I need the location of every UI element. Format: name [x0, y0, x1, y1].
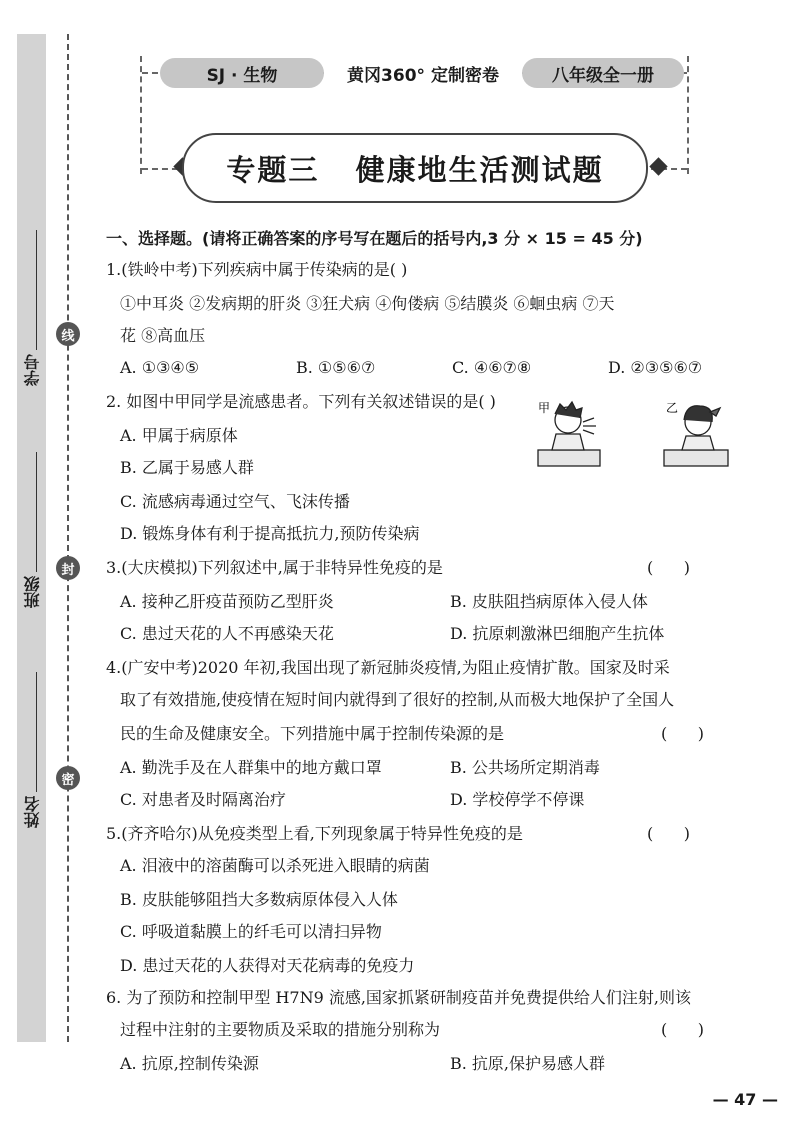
fig-label-yi: 乙 [666, 401, 679, 415]
q2-option-b[interactable]: B. 乙属于易感人群 [120, 458, 254, 477]
q1-option-d[interactable]: D. ②③⑤⑥⑦ [608, 358, 703, 377]
seal-feng: 封 [56, 556, 80, 580]
q3-option-b[interactable]: B. 皮肤阻挡病原体入侵人体 [450, 592, 648, 611]
q4-option-c[interactable]: C. 对患者及时隔离治疗 [120, 790, 286, 809]
q5-answer-paren[interactable]: ( ) [647, 824, 690, 843]
q5-option-d[interactable]: D. 患过天花的人获得对天花病毒的免疫力 [120, 956, 415, 975]
q6-stem-line1: 6. 为了预防和控制甲型 H7N9 流感,国家抓紧研制疫苗并免费提供给人们注射,则该 [106, 988, 692, 1007]
page-number: — 47 — [712, 1090, 778, 1109]
q6-answer-paren[interactable]: ( ) [661, 1020, 704, 1039]
q1-option-b[interactable]: B. ①⑤⑥⑦ [296, 358, 376, 377]
name-field [18, 672, 46, 828]
q6-stem-line2 [120, 1018, 754, 1042]
q4-options-row1 [120, 756, 754, 780]
q1-option-c[interactable]: C. ④⑥⑦⑧ [452, 358, 532, 377]
q1-stem: 1.(铁岭中考)下列疾病中属于传染病的是( ) [106, 260, 408, 279]
grade-pill: 八年级全一册 [522, 58, 684, 88]
q3-option-c[interactable]: C. 患过天花的人不再感染天花 [120, 624, 334, 643]
q3-option-a[interactable]: A. 接种乙肝疫苗预防乙型肝炎 [120, 592, 334, 611]
class-field [18, 452, 46, 608]
student-id-blank[interactable] [36, 230, 37, 350]
student-id-label: 学号 [22, 354, 42, 386]
q4-stem-line3 [120, 722, 754, 746]
q3-stem-text: 3.(大庆模拟)下列叙述中,属于非特异性免疫的是 [106, 558, 443, 577]
q4-option-a[interactable]: A. 勤洗手及在人群集中的地方戴口罩 [120, 758, 382, 777]
q4-option-b[interactable]: B. 公共场所定期消毒 [450, 758, 600, 777]
seal-mi: 密 [56, 766, 80, 790]
page-title [182, 133, 648, 203]
q4-option-d[interactable]: D. 学校停学不停课 [450, 790, 585, 809]
name-blank[interactable] [36, 672, 37, 792]
section-heading: 一、选择题。(请将正确答案的序号写在题后的括号内,3 分 × 15 = 45 分) [106, 229, 643, 248]
q6-option-b[interactable]: B. 抗原,保护易感人群 [450, 1054, 606, 1073]
q4-stem-line2: 取了有效措施,使疫情在短时间内就得到了很好的控制,从而极大地保护了全国人 [120, 690, 675, 709]
class-blank[interactable] [36, 452, 37, 572]
q4-answer-paren[interactable]: ( ) [661, 724, 704, 743]
q2-option-a[interactable]: A. 甲属于病原体 [120, 426, 238, 445]
q2-option-c[interactable]: C. 流感病毒通过空气、飞沫传播 [120, 492, 350, 511]
q5-stem-text: 5.(齐齐哈尔)从免疫类型上看,下列现象属于特异性免疫的是 [106, 824, 523, 843]
q5-option-a[interactable]: A. 泪液中的溶菌酶可以杀死进入眼睛的病菌 [120, 856, 430, 875]
name-label: 姓名 [22, 796, 42, 828]
q3-stem [106, 556, 754, 580]
q2-figure [528, 390, 738, 470]
q6-stem-line2-text: 过程中注射的主要物质及采取的措施分别称为 [120, 1020, 441, 1039]
cut-line [67, 34, 69, 1042]
q4-options-row2 [120, 788, 754, 812]
q5-option-b[interactable]: B. 皮肤能够阻挡大多数病原体侵入人体 [120, 890, 398, 909]
fig-label-jia: 甲 [538, 401, 551, 415]
series-title: 黄冈360° 定制密卷 [324, 58, 522, 88]
q6-options-row1 [120, 1052, 754, 1076]
q1-option-a[interactable]: A. ①③④⑤ [120, 358, 200, 377]
q1-list-line2: 花 ⑧高血压 [120, 326, 206, 345]
q2-option-d[interactable]: D. 锻炼身体有利于提高抵抗力,预防传染病 [120, 524, 420, 543]
q4-stem-line3-text: 民的生命及健康安全。下列措施中属于控制传染源的是 [120, 724, 505, 743]
q2-stem: 2. 如图中甲同学是流感患者。下列有关叙述错误的是( ) [106, 392, 496, 411]
q3-option-d[interactable]: D. 抗原刺激淋巴细胞产生抗体 [450, 624, 665, 643]
q3-answer-paren[interactable]: ( ) [647, 558, 690, 577]
q1-list-line1: ①中耳炎 ②发病期的肝炎 ③狂犬病 ④佝偻病 ⑤结膜炎 ⑥蛔虫病 ⑦天 [120, 294, 615, 313]
q3-options-row1 [120, 590, 754, 614]
q6-option-a[interactable]: A. 抗原,控制传染源 [120, 1054, 259, 1073]
seal-xian: 线 [56, 322, 80, 346]
page-title-text: 专题三 健康地生活测试题 [226, 152, 604, 187]
q5-option-c[interactable]: C. 呼吸道黏膜上的纤毛可以清扫异物 [120, 922, 382, 941]
q4-stem-line1: 4.(广安中考)2020 年初,我国出现了新冠肺炎疫情,为阻止疫情扩散。国家及时采 [106, 658, 670, 677]
q3-options-row2 [120, 622, 754, 646]
student-id-field [18, 230, 46, 386]
class-label: 班级 [22, 576, 42, 608]
subject-pill: SJ · 生物 [160, 58, 324, 88]
q1-options [120, 356, 754, 380]
q5-stem [106, 822, 754, 846]
